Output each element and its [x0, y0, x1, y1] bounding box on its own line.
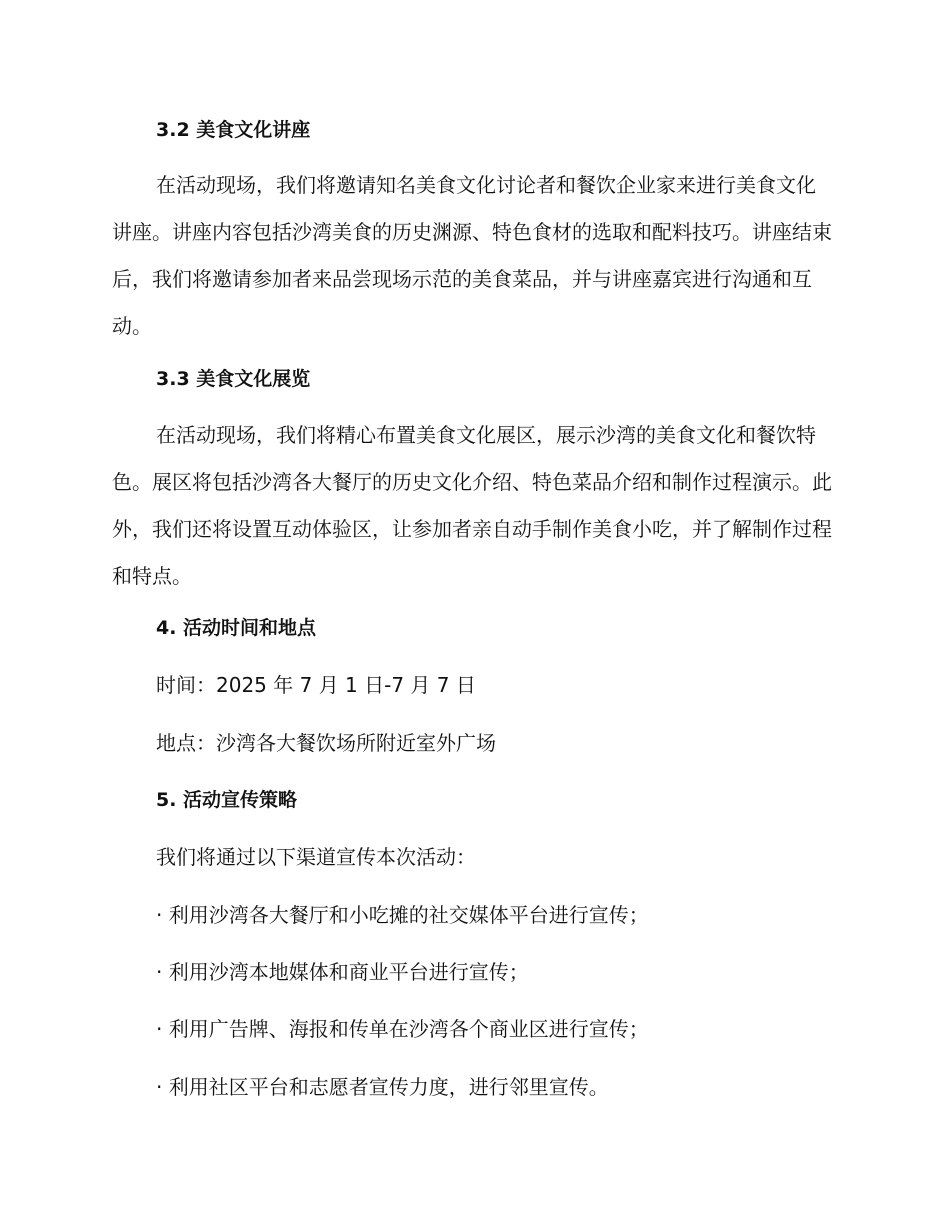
- list-item: · 利用沙湾本地媒体和商业平台进行宣传；: [156, 960, 529, 984]
- section-body-3-3: 在活动现场，我们将精心布置美食文化展区，展示沙湾的美食文化和餐饮特色。展区将包括沙湾各大餐厅的历史文化介绍、特色菜品介绍和制作过程演示。此外，我们还将设置互动体验区，让参加者亲自动手制作美食小吃，并了解制作过程和特点。: [112, 423, 832, 588]
- section-heading-5: 5. 活动宣传策略: [156, 789, 298, 811]
- list-item: · 利用沙湾各大餐厅和小吃摊的社交媒体平台进行宣传；: [156, 903, 649, 927]
- list-item: · 利用广告牌、海报和传单在沙湾各个商业区进行宣传；: [156, 1017, 649, 1041]
- section-heading-3-2: 3.2 美食文化讲座: [156, 119, 311, 141]
- event-time: 时间：2025 年 7 月 1 日-7 月 7 日: [156, 673, 476, 697]
- event-place: 地点：沙湾各大餐饮场所附近室外广场: [156, 731, 496, 755]
- list-item: · 利用社区平台和志愿者宣传力度，进行邻里宣传。: [156, 1075, 609, 1099]
- promotion-intro: 我们将通过以下渠道宣传本次活动：: [156, 845, 476, 869]
- section-heading-3-3: 3.3 美食文化展览: [156, 368, 311, 390]
- section-heading-4: 4. 活动时间和地点: [156, 617, 317, 639]
- section-body-3-2: 在活动现场，我们将邀请知名美食文化讨论者和餐饮企业家来进行美食文化讲座。讲座内容包括沙湾美食的历史渊源、特色食材的选取和配料技巧。讲座结束后，我们将邀请参加者来品尝现场示范的美食菜品，并与讲座嘉宾进行沟通和互动。: [112, 173, 832, 338]
